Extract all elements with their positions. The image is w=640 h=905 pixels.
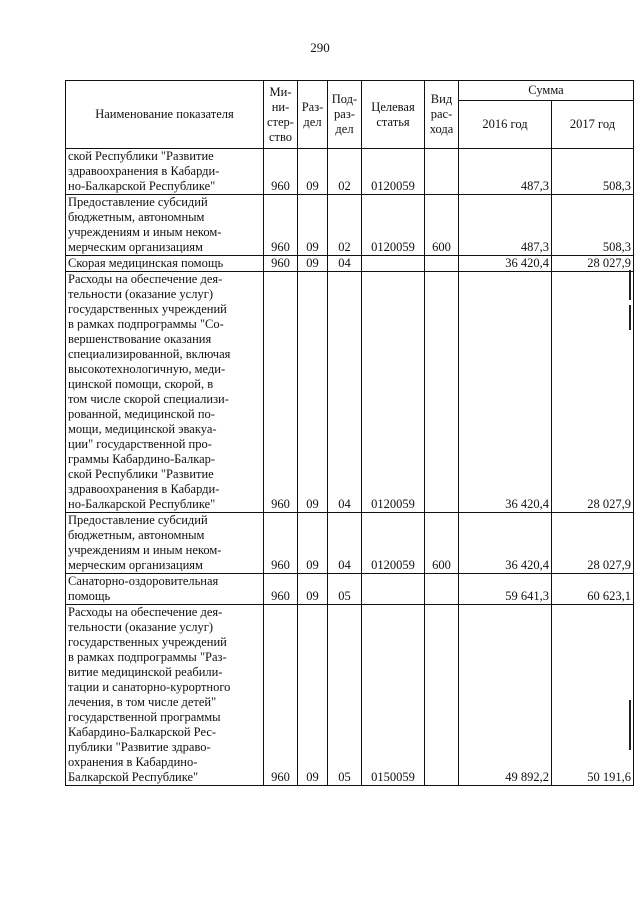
cell-target: 0120059: [362, 195, 425, 256]
cell-y2017: 508,3: [552, 149, 634, 195]
cell-name: Расходы на обеспечение дея- тельности (оказание услуг) государственных учреждений в рамках подпрограммы "Раз- витие медицинской реабили- тации и санаторно-курортного лечения, в том числе детей" государственной программы Кабардино-Балкарской Рес- публики "Развитие здраво- охранения в Кабардино- Балкарской Республике": [66, 605, 264, 786]
cell-y2016: 487,3: [459, 149, 552, 195]
cell-y2017: 60 623,1: [552, 574, 634, 605]
cell-y2016: 59 641,3: [459, 574, 552, 605]
edge-mark: [629, 700, 631, 750]
cell-ministry: 960: [264, 195, 298, 256]
cell-subsection: 05: [328, 574, 362, 605]
cell-target: 0150059: [362, 605, 425, 786]
edge-mark: [629, 305, 631, 330]
cell-expense: 600: [425, 195, 459, 256]
cell-expense: 600: [425, 513, 459, 574]
header-expense: Вид рас- хода: [425, 81, 459, 149]
table-row: [66, 574, 634, 605]
table-row: [66, 149, 634, 195]
cell-y2017: 28 027,9: [552, 513, 634, 574]
cell-section: 09: [298, 149, 328, 195]
cell-section: 09: [298, 256, 328, 272]
table-row: [66, 195, 634, 256]
budget-table: [65, 80, 634, 786]
cell-section: 09: [298, 195, 328, 256]
cell-expense: [425, 256, 459, 272]
page-number: 290: [310, 40, 330, 55]
cell-name: ской Республики "Развитие здравоохранения в Кабарди- но-Балкарской Республике": [66, 149, 264, 195]
header-2017: 2017 год: [552, 101, 634, 149]
header-ministry: Ми- ни- стер- ство: [264, 81, 298, 149]
cell-ministry: 960: [264, 256, 298, 272]
cell-target: 0120059: [362, 272, 425, 513]
edge-mark: [629, 270, 631, 300]
cell-expense: [425, 149, 459, 195]
cell-target: [362, 574, 425, 605]
header-section: Раз- дел: [298, 81, 328, 149]
cell-target: 0120059: [362, 513, 425, 574]
cell-y2017: 28 027,9: [552, 256, 634, 272]
cell-y2016: 487,3: [459, 195, 552, 256]
header-2016: 2016 год: [459, 101, 552, 149]
cell-y2016: 49 892,2: [459, 605, 552, 786]
cell-ministry: 960: [264, 513, 298, 574]
cell-section: 09: [298, 272, 328, 513]
cell-name: Скорая медицинская помощь: [66, 256, 264, 272]
cell-section: 09: [298, 574, 328, 605]
table-row: [66, 256, 634, 272]
cell-subsection: 04: [328, 256, 362, 272]
cell-subsection: 04: [328, 272, 362, 513]
cell-subsection: 02: [328, 149, 362, 195]
cell-name: Предоставление субсидий бюджетным, автономным учреждениям и иным неком- мерческим организациям: [66, 513, 264, 574]
cell-y2016: 36 420,4: [459, 256, 552, 272]
cell-y2017: 508,3: [552, 195, 634, 256]
cell-name: Санаторно-оздоровительная помощь: [66, 574, 264, 605]
cell-y2016: 36 420,4: [459, 513, 552, 574]
table-row: [66, 272, 634, 513]
table-row: [66, 513, 634, 574]
cell-y2017: 28 027,9: [552, 272, 634, 513]
cell-y2017: 50 191,6: [552, 605, 634, 786]
cell-expense: [425, 272, 459, 513]
cell-name: Расходы на обеспечение дея- тельности (оказание услуг) государственных учреждений в рамках подпрограммы "Со- вершенствование оказания специализированной, включая высокотехнологичную, меди- цинской помощи, скорой, в том числе скорой специализи- рованной, медицинской по- мощи, медицинской эвакуа- ции" государственной про- граммы Кабардино-Балкар- ской Республики "Развитие здравоохранения в Кабарди- но-Балкарской Республике": [66, 272, 264, 513]
cell-section: 09: [298, 605, 328, 786]
cell-ministry: 960: [264, 272, 298, 513]
cell-subsection: 05: [328, 605, 362, 786]
header-name: Наименование показателя: [66, 81, 264, 149]
header-sum: Сумма: [459, 81, 634, 101]
header-target: Целевая статья: [362, 81, 425, 149]
cell-y2016: 36 420,4: [459, 272, 552, 513]
cell-expense: [425, 574, 459, 605]
cell-target: [362, 256, 425, 272]
cell-target: 0120059: [362, 149, 425, 195]
table-row: [66, 605, 634, 786]
cell-ministry: 960: [264, 605, 298, 786]
cell-subsection: 04: [328, 513, 362, 574]
header-subsection: Под- раз- дел: [328, 81, 362, 149]
cell-subsection: 02: [328, 195, 362, 256]
cell-section: 09: [298, 513, 328, 574]
cell-expense: [425, 605, 459, 786]
cell-name: Предоставление субсидий бюджетным, автономным учреждениям и иным неком- мерческим организациям: [66, 195, 264, 256]
cell-ministry: 960: [264, 149, 298, 195]
cell-ministry: 960: [264, 574, 298, 605]
